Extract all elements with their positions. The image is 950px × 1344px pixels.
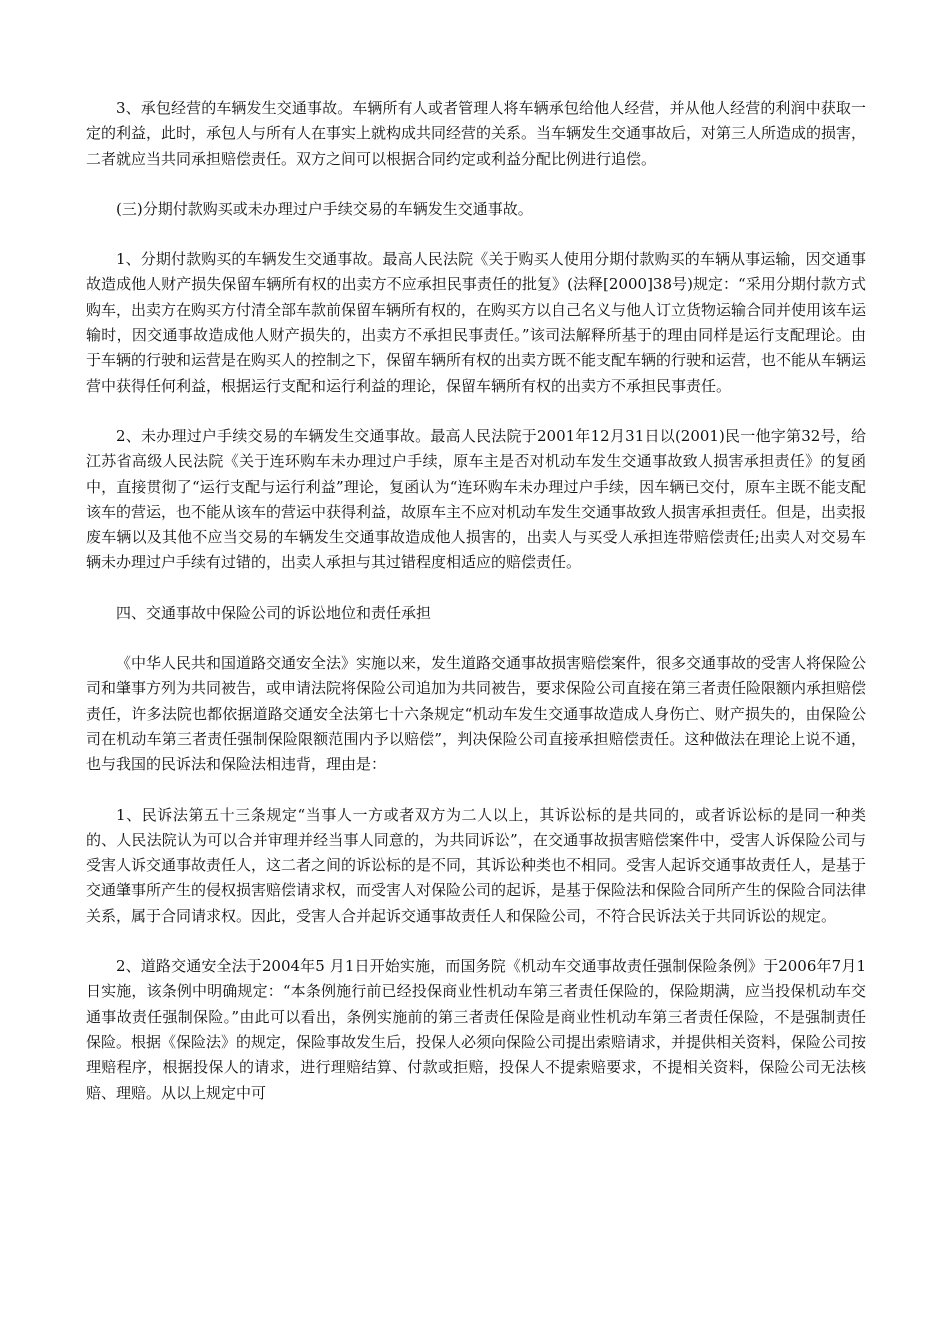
paragraph-gap: [86, 222, 866, 247]
paragraph-gap: [86, 172, 866, 197]
document-body: [86, 96, 866, 1106]
paragraph-compulsory-insurance: 2、道路交通安全法于2004年5 月1日开始实施，而国务院《机动车交通事故责任强制保险条例》于2006年7月1日实施，该条例中明确规定：“本条例施行前已经投保商业性机动车第三者责任保险的，保险期满，应当投保机动车交通事故责任强制保险。”由此可以看出，条例实施前的第三者责任保险是商业性机动车第三者责任保险，不是强制责任保险。根据《保险法》的规定，保险事故发生后，投保人必须向保险公司提出索赔请求，并提供相关资料，保险公司按理赔程序，根据投保人的请求，进行理赔结算、付款或拒赔，投保人不提索赔要求，不提相关资料，保险公司无法核赔、理赔。从以上规定中可: [86, 957, 867, 1102]
paragraph-gap: [86, 626, 866, 651]
paragraph-no-transfer: 2、未办理过户手续交易的车辆发生交通事故。最高人民法院于2001年12月31日以(2001)民一他字第32号，给江苏省高级人民法院《关于连环购车未办理过户手续，原车主是否对机动车发生交通事故致人损害承担责任》的复函中，直接贯彻了“运行支配与运行利益”理论，复函认为“连环购车未办理过户手续，因车辆已交付，原车主既不能支配该车的营运，也不能从该车的营运中获得利益，故原车主不应对机动车发生交通事故致人损害承担责任。但是，出卖报废车辆以及其他不应当交易的车辆发生交通事故造成他人损害的，出卖人与买受人承担连带赔偿责任;出卖人对交易车辆未办理过户手续有过错的，出卖人承担与其过错程度相适应的赔偿责任。: [86, 426, 867, 572]
paragraph-gap: [86, 399, 866, 424]
paragraph-installment-purchase: 1、分期付款购买的车辆发生交通事故。最高人民法院《关于购买人使用分期付款购买的车辆从事运输，因交通事故造成他人财产损失保留车辆所有权的出卖方不应承担民事责任的批复》(法释[2000]38号)规定：“采用分期付款方式购车，出卖方在购买方付清全部车款前保留车辆所有权的，在购买方以自己名义与他人订立货物运输合同并使用该车运输时，因交通事故造成他人财产损失的，出卖方不承担民事责任。”该司法解释所基于的理由同样是运行支配理论。由于车辆的行驶和运营是在购买人的控制之下，保留车辆所有权的出卖方既不能支配车辆的行驶和运营，也不能从车辆运营中获得任何利益，根据运行支配和运行利益的理论，保留车辆所有权的出卖方不承担民事责任。: [86, 250, 867, 395]
paragraph-gap: [86, 778, 866, 803]
paragraph-gap: [86, 576, 866, 601]
paragraph-contract-operation: 3、承包经营的车辆发生交通事故。车辆所有人或者管理人将车辆承包给他人经营，并从他人经营的利润中获取一定的利益，此时，承包人与所有人在事实上就构成共同经营的关系。当车辆发生交通事故后，对第三人所造成的损害，二者就应当共同承担赔偿责任。双方之间可以根据合同约定或利益分配比例进行追偿。: [86, 99, 867, 168]
paragraph-gap: [86, 929, 866, 954]
section-heading-installment-transfer: (三)分期付款购买或未办理过户手续交易的车辆发生交通事故。: [116, 199, 533, 218]
paragraph-civil-procedure: 1、民诉法第五十三条规定“当事人一方或者双方为二人以上，其诉讼标的是共同的，或者诉讼标的是同一种类的、人民法院认为可以合并审理并经当事人同意的，为共同诉讼”，在交通事故损害赔偿案件中，受害人诉保险公司与受害人诉交通事故责任人，这二者之间的诉讼标的是不同，其诉讼种类也不相同。受害人起诉交通事故责任人，是基于交通肇事所产生的侵权损害赔偿请求权，而受害人对保险公司的起诉，是基于保险法和保险合同所产生的保险合同法律关系，属于合同请求权。因此，受害人合并起诉交通事故责任人和保险公司，不符合民诉法关于共同诉讼的规定。: [86, 805, 867, 925]
section-heading-insurance: 四、交通事故中保险公司的诉讼地位和责任承担: [116, 603, 432, 622]
paragraph-traffic-safety-law: 《中华人民共和国道路交通安全法》实施以来，发生道路交通事故损害赔偿案件，很多交通事故的受害人将保险公司和肇事方列为共同被告，或申请法院将保险公司追加为共同被告，要求保险公司直接在第三者责任险限额内承担赔偿责任，许多法院也都依据道路交通安全法第七十六条规定“机动车发生交通事故造成人身伤亡、财产损失的，由保险公司在机动车第三者责任强制保险限额范围内予以赔偿”，判决保险公司直接承担赔偿责任。这种做法在理论上说不通，也与我国的民诉法和保险法相违背，理由是：: [86, 654, 867, 774]
